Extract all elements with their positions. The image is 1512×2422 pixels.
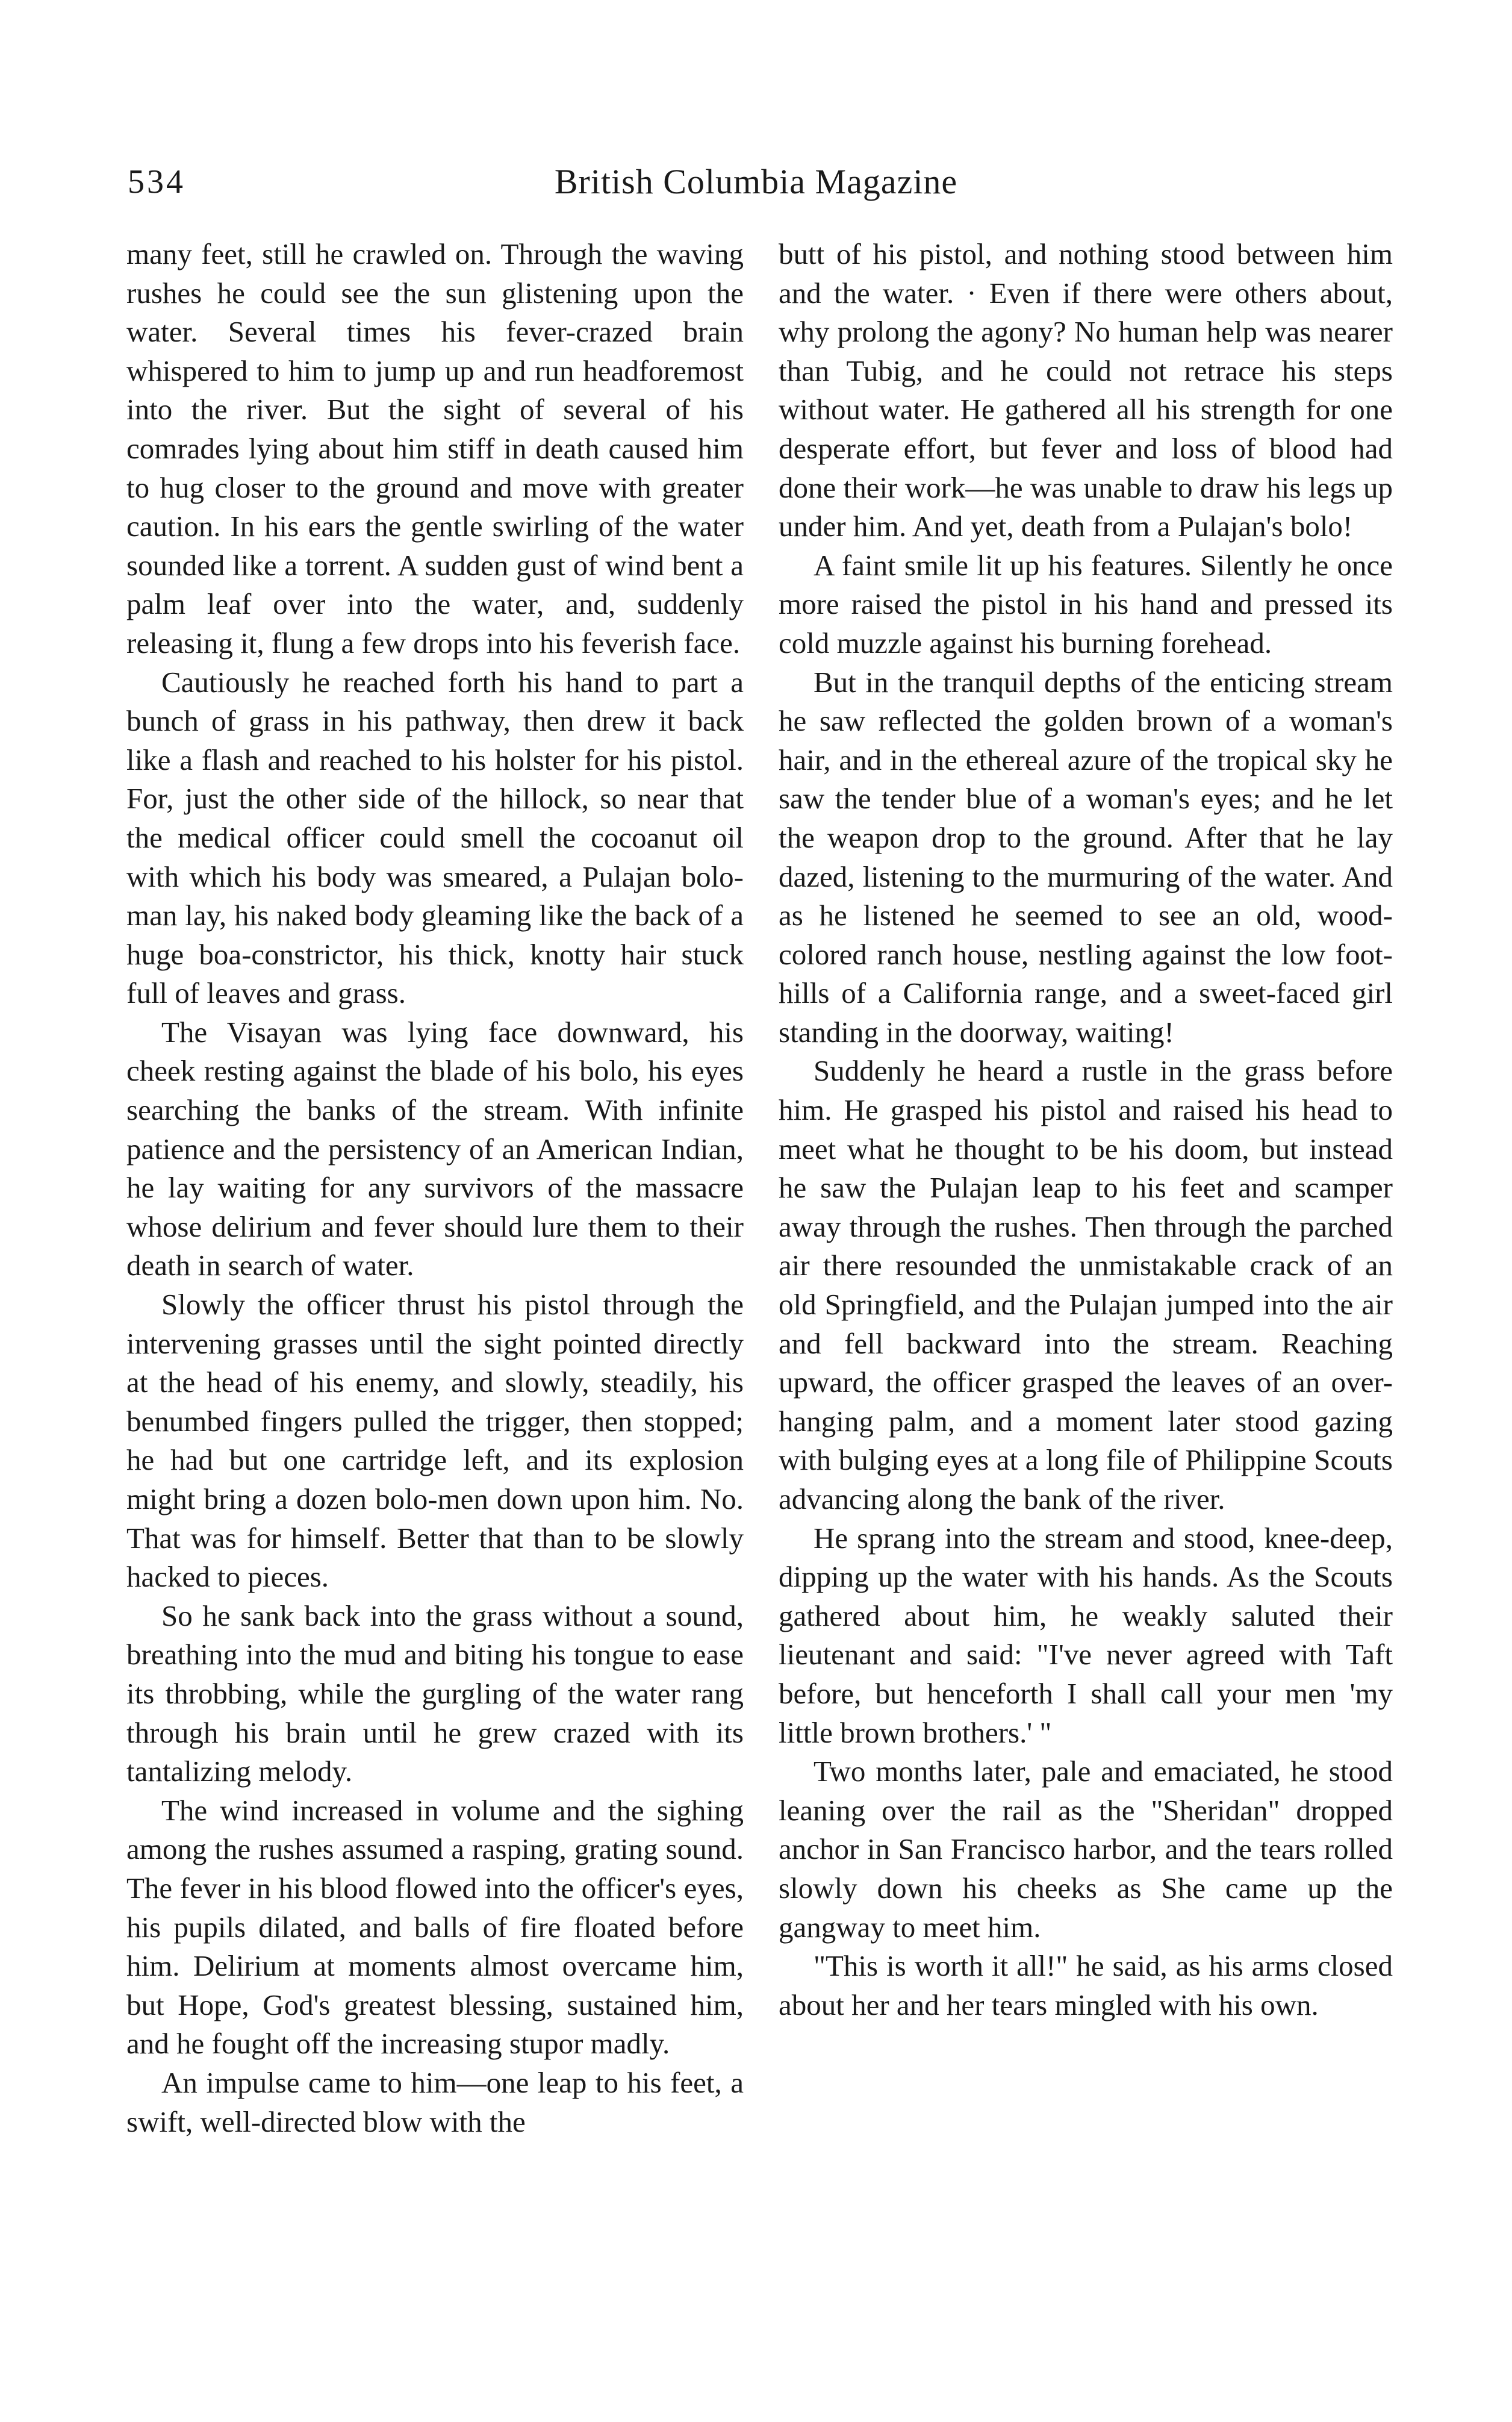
paragraph: The Visayan was lying face downward, his cheek resting against the blade of his bolo, his eyes searching the banks of the stream. With infinite patience and the persistency of an American Indian, he lay waiting for any survivors of the massacre whose delirium and fever should lure them to their death in search of water. <box>126 1015 744 1282</box>
paragraph: But in the tranquil depths of the enticing stream he saw reflected the golden brown of a woman's hair, and in the ethereal azure of the tropical sky he saw the tender blue of a woman's eyes; and he let the weapon drop to the ground. After that he lay dazed, listening to the murmuring of the water. And as he listened he seemed to see an old, wood-colored ranch house, nestling against the low foot-hills of a California range, and a sweet-faced girl standing in the doorway, waiting! <box>779 665 1393 1049</box>
paragraph: A faint smile lit up his features. Silently he once more raised the pistol in his hand and pressed its cold muzzle against his burning forehead. <box>779 548 1393 660</box>
paragraph: Slowly the officer thrust his pistol through the intervening grasses until the sight pointed directly at the head of his enemy, and slowly, steadily, his benumbed fingers pulled the trigger, then stopped; he had but one cartridge left, and its explosion might bring a dozen bolo-men down upon him. No. That was for himself. Better that than to be slowly hacked to pieces. <box>126 1288 744 1594</box>
paragraph: Suddenly he heard a rustle in the grass before him. He grasped his pistol and raised his head to meet what he thought to be his doom, but instead he saw the Pulajan leap to his feet and scamper away through the rushes. Then through the parched air there resounded the unmistakable crack of an old Springfield, and the Pulajan jumped into the air and fell backward into the stream. Reaching upward, the officer grasped the leaves of an over-hanging palm, and a moment later stood gazing with bulging eyes at a long file of Philippine Scouts advancing along the bank of the river. <box>779 1054 1393 1515</box>
paragraph: So he sank back into the grass without a sound, breathing into the mud and biting his tongue to ease its throbbing, while the gurgling of the water rang through his brain until he grew crazed with its tantalizing melody. <box>126 1599 744 1788</box>
paragraph: An impulse came to him—one leap to his feet, a swift, well-directed blow with the <box>126 2065 744 2138</box>
paragraph: butt of his pistol, and nothing stood between him and the water. · Even if there were others about, why prolong the agony? No human help was nearer than Tubig, and he could not retrace his steps without water. He gathered all his strength for one desperate effort, but fever and loss of blood had done their work—he was unable to draw his legs up under him. And yet, death from a Pulajan's bolo! <box>779 237 1393 543</box>
paragraph: "This is worth it all!" he said, as his arms closed about her and her tears mingled with his own. <box>779 1949 1393 2021</box>
paragraph: The wind increased in volume and the sighing among the rushes assumed a rasping, grating sound. The fever in his blood flowed into the officer's eyes, his pupils dilated, and balls of fire floated before him. Delirium at moments almost overcame him, but Hope, God's greatest blessing, sustained him, and he fought off the increasing stupor madly. <box>126 1793 744 2061</box>
paragraph: Cautiously he reached forth his hand to part a bunch of grass in his pathway, then drew it back like a flash and reached to his holster for his pistol. For, just the other side of the hillock, so near that the medical officer could smell the cocoanut oil with which his body was smeared, a Pulajan bolo-man lay, his naked body gleaming like the back of a huge boa-constrictor, his thick, knotty hair stuck full of leaves and grass. <box>126 665 744 1010</box>
paragraph: many feet, still he crawled on. Through the waving rushes he could see the sun glistening upon the water. Several times his fever-crazed brain whispered to him to jump up and run headforemost into the river. But the sight of several of his comrades lying about him stiff in death caused him to hug closer to the ground and move with greater caution. In his ears the gentle swirling of the water sounded like a torrent. A sudden gust of wind bent a palm leaf over into the water, and, suddenly releasing it, flung a few drops into his feverish face. <box>126 237 744 660</box>
page-header <box>0 158 1512 206</box>
left-column <box>126 235 744 2141</box>
paragraph: He sprang into the stream and stood, knee-deep, dipping up the water with his hands. As the Scouts gathered about him, he weakly saluted their lieutenant and said: "I've never agreed with Taft before, but henceforth I shall call your men 'my little brown brothers.' " <box>779 1521 1393 1749</box>
page-number: 534 <box>128 163 185 201</box>
running-title: British Columbia Magazine <box>554 162 958 201</box>
paragraph: Two months later, pale and emaciated, he stood leaning over the rail as the "Sheridan" dropped anchor in San Francisco harbor, and the tears rolled slowly down his cheeks as She came up the gangway to meet him. <box>779 1755 1393 1944</box>
right-column <box>779 235 1393 2024</box>
